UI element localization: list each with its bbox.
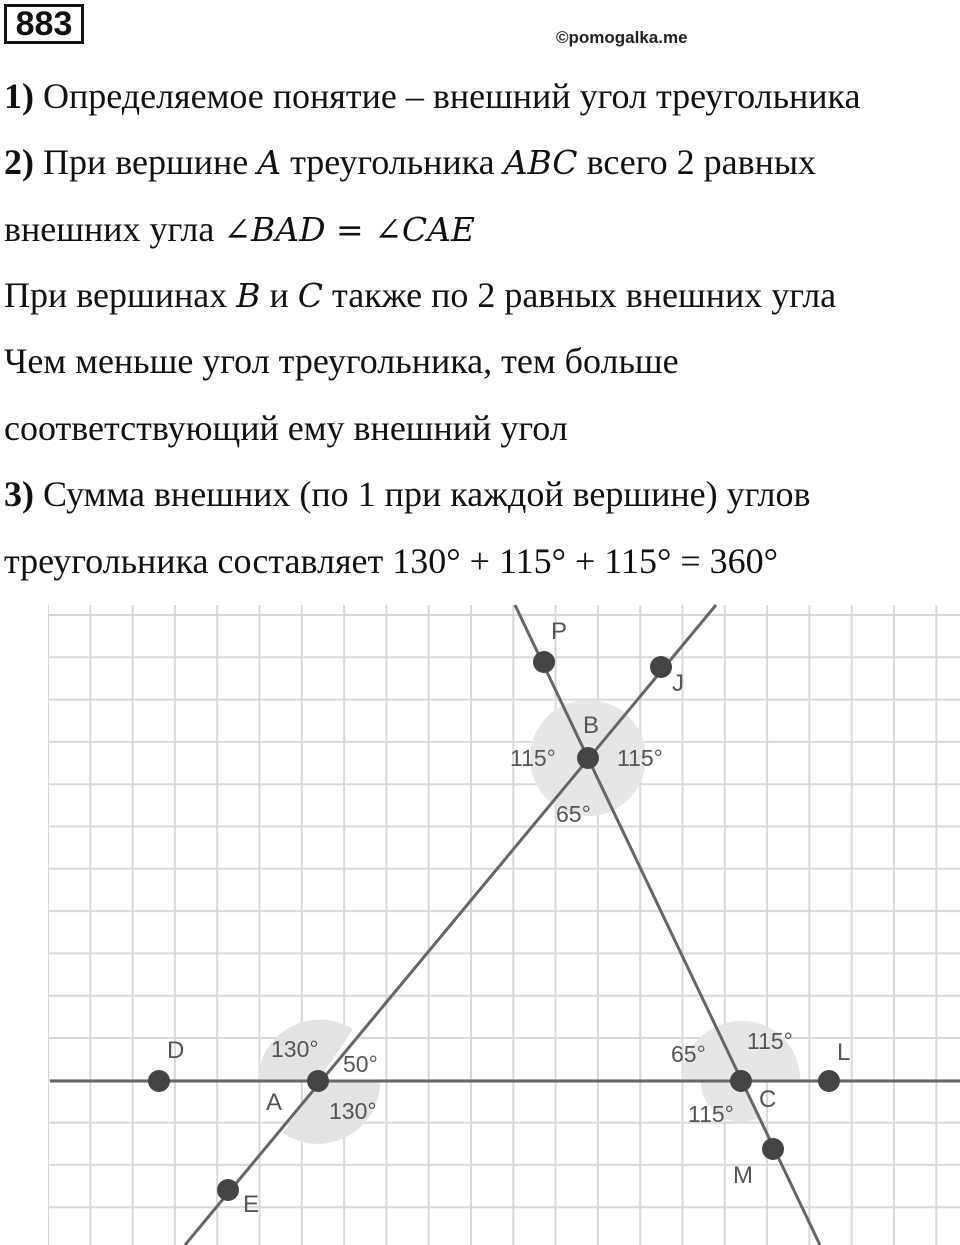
math-term: ABC <box>503 143 578 182</box>
point-l <box>818 1070 840 1092</box>
text-segment: всего 2 равных <box>577 142 817 182</box>
watermark: ©pomogalka.me <box>556 28 688 47</box>
text-segment: При вершине <box>34 142 258 182</box>
angle-b-left: 115° <box>510 745 556 771</box>
point-j <box>650 656 672 678</box>
text-segment: треугольника <box>281 142 504 182</box>
text-line-4 <box>4 275 836 316</box>
label-e: E <box>243 1191 260 1218</box>
label-a: A <box>266 1089 283 1116</box>
label-l: L <box>837 1039 851 1066</box>
text-line-7 <box>4 474 810 514</box>
point-c <box>730 1070 752 1092</box>
text-line-1 <box>4 76 860 116</box>
text-segment: При вершинах <box>4 275 237 315</box>
text-line-8 <box>4 541 778 581</box>
item-number: 3) <box>4 474 34 514</box>
text-segment: и <box>260 275 298 315</box>
math-term: C <box>297 276 324 315</box>
point-m <box>762 1138 784 1160</box>
math-term: ∠BAD = ∠CAE <box>223 210 476 249</box>
angle-a-top: 130° <box>271 1036 319 1062</box>
point-e <box>217 1179 239 1201</box>
text-segment: также по 2 равных внешних угла <box>323 275 837 315</box>
text-segment: Определяемое понятие – внешний угол треугольника <box>34 76 861 116</box>
angle-a-bottom: 130° <box>329 1098 377 1124</box>
label-b: B <box>583 712 600 739</box>
line-ej <box>185 605 716 1245</box>
item-number: 1) <box>4 76 34 116</box>
point-labels <box>167 618 850 1218</box>
point-b <box>577 747 599 769</box>
angle-b-right: 115° <box>617 745 663 771</box>
lines <box>50 605 960 1245</box>
text-segment: Сумма внешних (по 1 при каждой вершине) углов <box>34 474 811 514</box>
text-segment: внешних угла <box>4 209 224 249</box>
text-line-5 <box>4 341 679 381</box>
angle-a-inner: 50° <box>343 1051 378 1077</box>
task-number: 883 <box>4 4 84 44</box>
point-p <box>533 651 555 673</box>
grid <box>48 600 960 1245</box>
angle-c-left: 65° <box>671 1041 706 1067</box>
angle-c-bottom: 115° <box>688 1101 734 1127</box>
math-term: B <box>236 276 261 315</box>
point-d <box>148 1070 170 1092</box>
text-segment: Чем меньше угол треугольника, тем больше <box>4 341 679 381</box>
geometry-figure <box>0 600 960 1245</box>
label-c: C <box>759 1086 777 1113</box>
item-number: 2) <box>4 142 34 182</box>
text-line-3 <box>4 209 475 250</box>
text-line-6 <box>4 408 568 448</box>
label-j: J <box>672 670 684 697</box>
text-segment: треугольника составляет 130° + 115° + 115° = 360° <box>4 541 779 581</box>
text-segment: соответствующий ему внешний угол <box>4 408 568 448</box>
angle-c-top: 115° <box>747 1028 793 1054</box>
text-line-2 <box>4 142 816 183</box>
label-d: D <box>167 1037 185 1064</box>
math-term: A <box>257 143 282 182</box>
point-a <box>307 1070 329 1092</box>
angle-b-bottom: 65° <box>556 801 591 827</box>
label-p: P <box>551 618 568 645</box>
label-m: M <box>733 1162 753 1189</box>
